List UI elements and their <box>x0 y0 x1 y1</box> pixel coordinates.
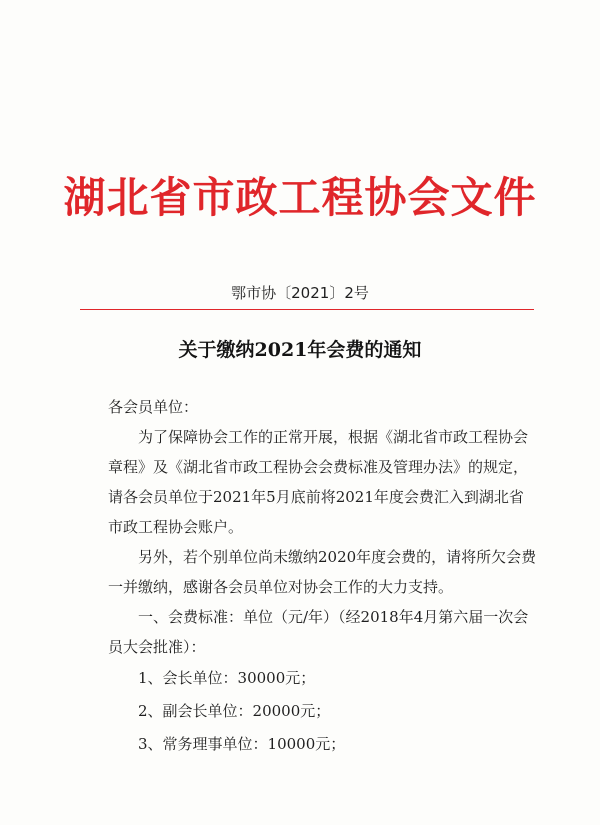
red-divider-line <box>80 309 534 310</box>
document-number: 鄂市协〔2021〕2号 <box>231 284 369 302</box>
fee-item-standing-director-unit: 3、常务理事单位：10000元； <box>138 735 346 753</box>
paragraph-arrears: 另外，若个别单位尚未缴纳2020年度会费的，请将所欠会费一并缴纳，感谢各会员单位对协会工作的大力支持。 <box>108 548 537 596</box>
document-header-title: 湖北省市政工程协会文件 <box>63 173 537 222</box>
fee-item-vice-president-unit: 2、副会长单位：20000元； <box>138 702 331 720</box>
paragraph-payment-request: 为了保障协会工作的正常开展，根据《湖北省市政工程协会章程》及《湖北省市政工程协会会费标准及管理办法》的规定，请各会员单位于2021年5月底前将2021年度会费汇入到湖北省市政工程协会账户。 <box>108 428 529 536</box>
salutation: 各会员单位： <box>108 398 199 416</box>
notice-title: 关于缴纳2021年会费的通知 <box>178 339 422 361</box>
notice-body <box>108 392 538 761</box>
paragraph-fee-standard: 一、会费标准：单位（元/年）（经2018年4月第六届一次会员大会批准）： <box>108 608 529 656</box>
fee-item-president-unit: 1、会长单位：30000元； <box>138 669 316 687</box>
